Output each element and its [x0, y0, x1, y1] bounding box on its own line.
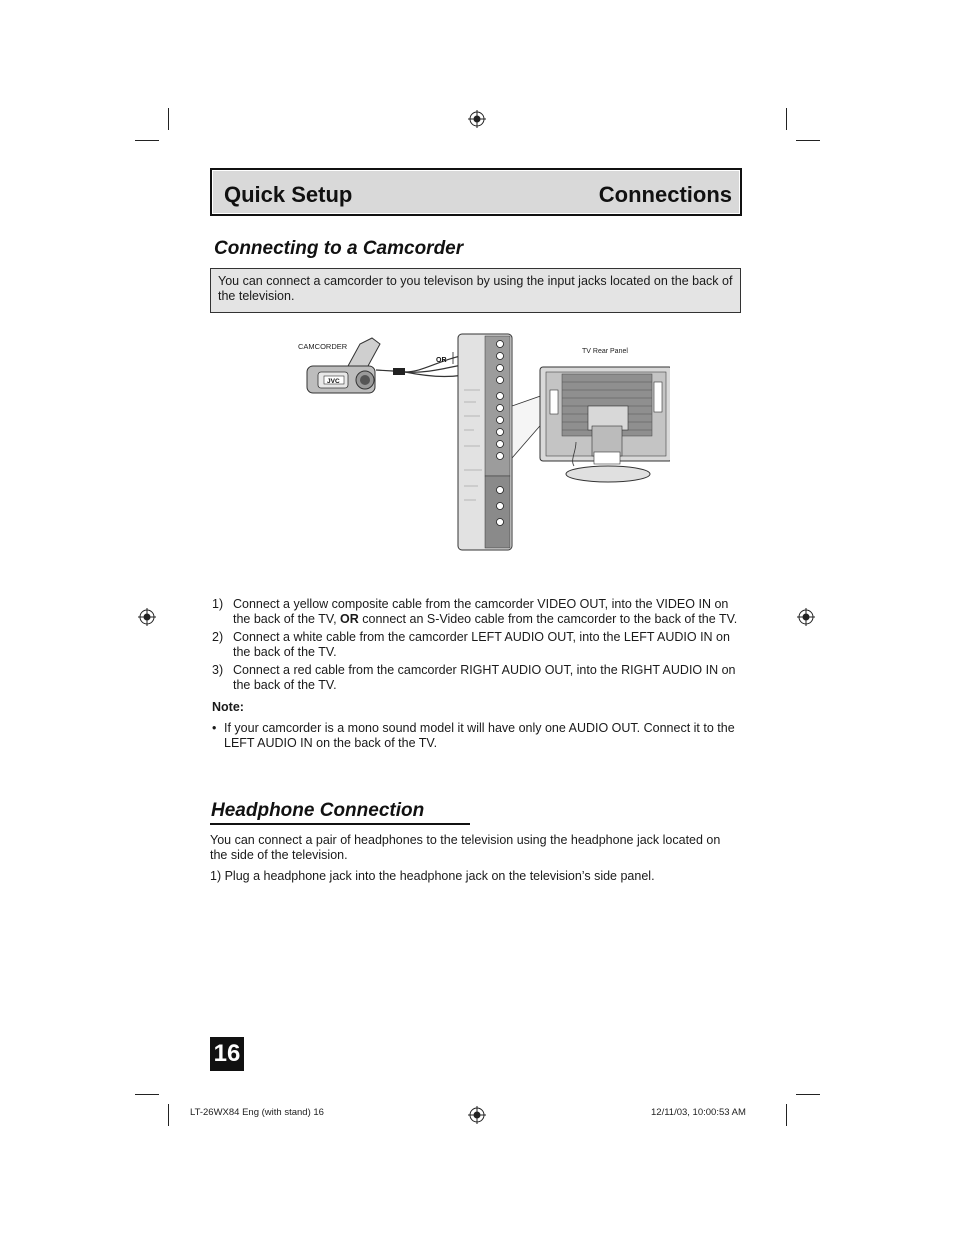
list-item: [212, 630, 742, 660]
footer-timestamp: 12/11/03, 10:00:53 AM: [651, 1107, 746, 1118]
camcorder-label: CAMCORDER: [298, 342, 348, 351]
s-video-plug-icon: [393, 368, 405, 375]
crop-mark: [168, 1104, 169, 1126]
camcorder-intro-text: You can connect a camcorder to you televison by using the input jacks located on the back of the television.: [218, 274, 733, 303]
page-number: 16: [210, 1037, 244, 1071]
step-number: 2): [212, 630, 224, 644]
registration-mark-icon: [797, 608, 815, 626]
registration-mark-icon: [468, 110, 486, 128]
note-label: Note:: [212, 700, 244, 714]
camcorder-brand-label: JVC: [327, 378, 340, 385]
tv-rear-panel-icon: [540, 367, 670, 482]
headphone-section-title: Headphone Connection: [211, 800, 425, 821]
cable-line: [376, 370, 393, 371]
step-number: 1): [212, 597, 224, 611]
step-number: 3): [212, 663, 224, 677]
registration-mark-icon: [468, 1106, 486, 1124]
headphone-intro-text: You can connect a pair of headphones to the television using the headphone jack located on the side of the television.: [210, 833, 721, 862]
section-divider: [210, 823, 470, 825]
step-emphasis: OR: [340, 612, 359, 626]
registration-mark-icon: [138, 608, 156, 626]
headphone-step-text: 1) Plug a headphone jack into the headphone jack on the television’s side panel.: [210, 869, 655, 883]
step-text: Connect a white cable from the camcorder LEFT AUDIO OUT, into the LEFT AUDIO IN on the back of the TV.: [233, 630, 730, 659]
crop-mark: [135, 140, 159, 141]
crop-mark: [796, 1094, 820, 1095]
crop-mark: [135, 1094, 159, 1095]
bullet-glyph: •: [212, 721, 217, 735]
note-text: If your camcorder is a mono sound model it will have only one AUDIO OUT. Connect it to the LEFT AUDIO IN on the back of the TV.: [224, 721, 735, 750]
camcorder-section-title: Connecting to a Camcorder: [214, 238, 464, 259]
tv-rear-panel-label: TV Rear Panel: [582, 348, 628, 355]
header-section-title: Quick Setup: [224, 182, 353, 207]
crop-mark: [786, 1104, 787, 1126]
crop-mark: [786, 108, 787, 130]
step-text: connect an S-Video cable from the camcorder to the back of the TV.: [358, 612, 738, 626]
camcorder-connection-diagram: [290, 330, 670, 555]
header-topic-title: Connections: [598, 182, 732, 207]
or-label: OR: [436, 357, 447, 364]
note-bullet-item: [212, 721, 742, 751]
step-text: Connect a red cable from the camcorder RIGHT AUDIO OUT, into the RIGHT AUDIO IN on the back of the TV.: [233, 663, 736, 692]
page-header: [210, 168, 742, 216]
camcorder-steps-list: [212, 597, 742, 696]
camcorder-intro-box: [210, 268, 741, 313]
list-item: [212, 597, 742, 627]
list-item: [212, 663, 742, 693]
crop-mark: [168, 108, 169, 130]
step-text: Connect a yellow composite cable from the camcorder VIDEO OUT, into the VIDEO IN on the back of the TV,: [233, 597, 729, 626]
crop-mark: [796, 140, 820, 141]
jack-strip: [485, 476, 510, 548]
footer-file-info: LT-26WX84 Eng (with stand) 16: [190, 1107, 324, 1118]
